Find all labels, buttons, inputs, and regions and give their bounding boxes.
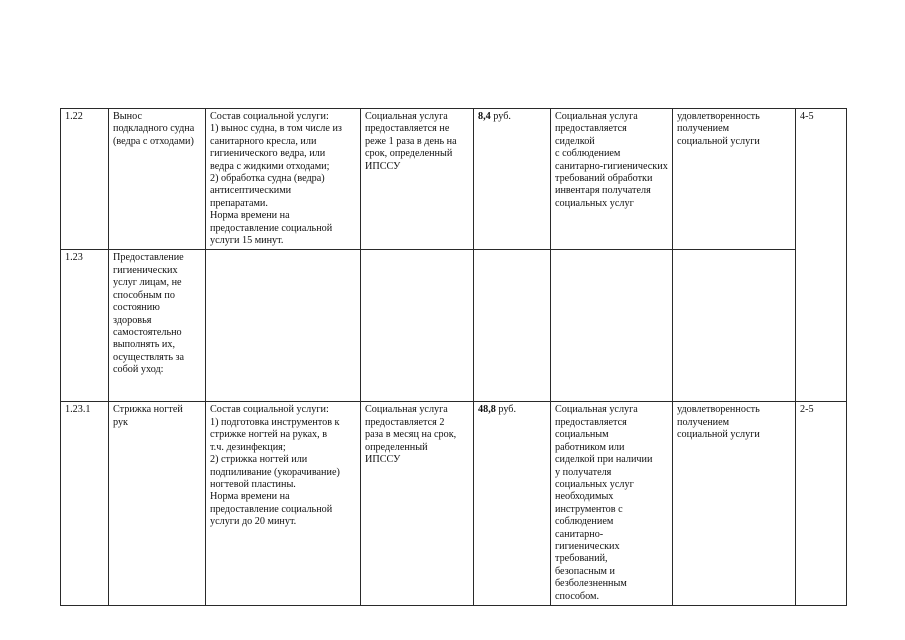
- service-content-cell: [206, 250, 361, 402]
- row-number: 1.23.1: [65, 404, 91, 416]
- table-row: [61, 109, 847, 250]
- row-number: 1.22: [65, 111, 83, 122]
- service-frequency-cell: [361, 109, 474, 250]
- service-name: Вынос подкладного судна (ведра с отходами): [113, 111, 195, 147]
- service-conditions: Социальная услуга предоставляется сиделкой с соблюдением санитарно-гигиенических требований обработки инвентаря получателя социальных услуг: [555, 111, 668, 209]
- score-cell: [796, 402, 847, 606]
- service-frequency-cell: [361, 250, 474, 402]
- score: 2-5: [800, 404, 814, 416]
- row-number-cell: [61, 250, 109, 402]
- service-conditions-cell: [551, 109, 673, 250]
- quality-indicator-cell: [673, 402, 796, 606]
- price-unit: руб.: [490, 111, 511, 122]
- row-number-cell: [61, 109, 109, 250]
- service-price: 48,8: [478, 404, 496, 416]
- service-name-cell: [109, 109, 206, 250]
- service-name: Предоставление гигиенических услуг лицам, не способным по состоянию здоровья самостоятельно выполнять их, осуществлять за собой уход:: [113, 252, 185, 376]
- row-number: 1.23: [65, 252, 83, 264]
- table-row: [61, 250, 847, 402]
- score: 4-5: [800, 111, 814, 122]
- service-name-cell: [109, 250, 206, 402]
- service-frequency: Социальная услуга предоставляется не реже 1 раза в день на срок, определенный ИПССУ: [365, 111, 457, 172]
- service-conditions-cell: [551, 250, 673, 402]
- quality-indicator: удовлетворенность получением социальной услуги: [677, 111, 760, 147]
- service-name-cell: [109, 402, 206, 606]
- service-price-cell: [474, 250, 551, 402]
- services-table: [60, 108, 847, 606]
- service-conditions: Социальная услуга предоставляется социальным работником или сиделкой при наличии у получателя социальных услуг необходимых инструментов с соблюдением санитарно- гигиенических требований, безопасным и безболезненным способом.: [555, 404, 653, 602]
- service-price-cell: [474, 109, 551, 250]
- score-cell: [796, 250, 847, 402]
- quality-indicator-cell: [673, 109, 796, 250]
- row-number-cell: [61, 402, 109, 606]
- service-content-cell: [206, 402, 361, 606]
- service-content-cell: [206, 109, 361, 250]
- service-name: Стрижка ногтей рук: [113, 404, 183, 428]
- service-price-cell: [474, 402, 551, 606]
- service-conditions-cell: [551, 402, 673, 606]
- service-price: 8,4: [478, 111, 491, 122]
- service-content: Состав социальной услуги: 1) вынос судна, в том числе из санитарного кресла, или гигиенического ведра, или ведра с жидкими отходами; 2) обработка судна (ведра) антисептическими препаратами. Норма времени на предоставление социальной услуги 15 минут.: [210, 111, 342, 247]
- service-content: Состав социальной услуги: 1) подготовка инструментов к стрижке ногтей на руках, в т.ч. дезинфекция; 2) стрижка ногтей или подпиливание (укорачивание) ногтевой пластины. Норма времени на предоставление социальной услуги до 20 минут.: [210, 404, 340, 528]
- table-row: [61, 402, 847, 606]
- service-frequency-cell: [361, 402, 474, 606]
- service-frequency: Социальная услуга предоставляется 2 раза в месяц на срок, определенный ИПССУ: [365, 404, 457, 466]
- price-unit: руб.: [495, 404, 517, 416]
- quality-indicator-cell: [673, 250, 796, 402]
- quality-indicator: удовлетворенность получением социальной услуги: [677, 404, 760, 441]
- score-cell: [796, 109, 847, 250]
